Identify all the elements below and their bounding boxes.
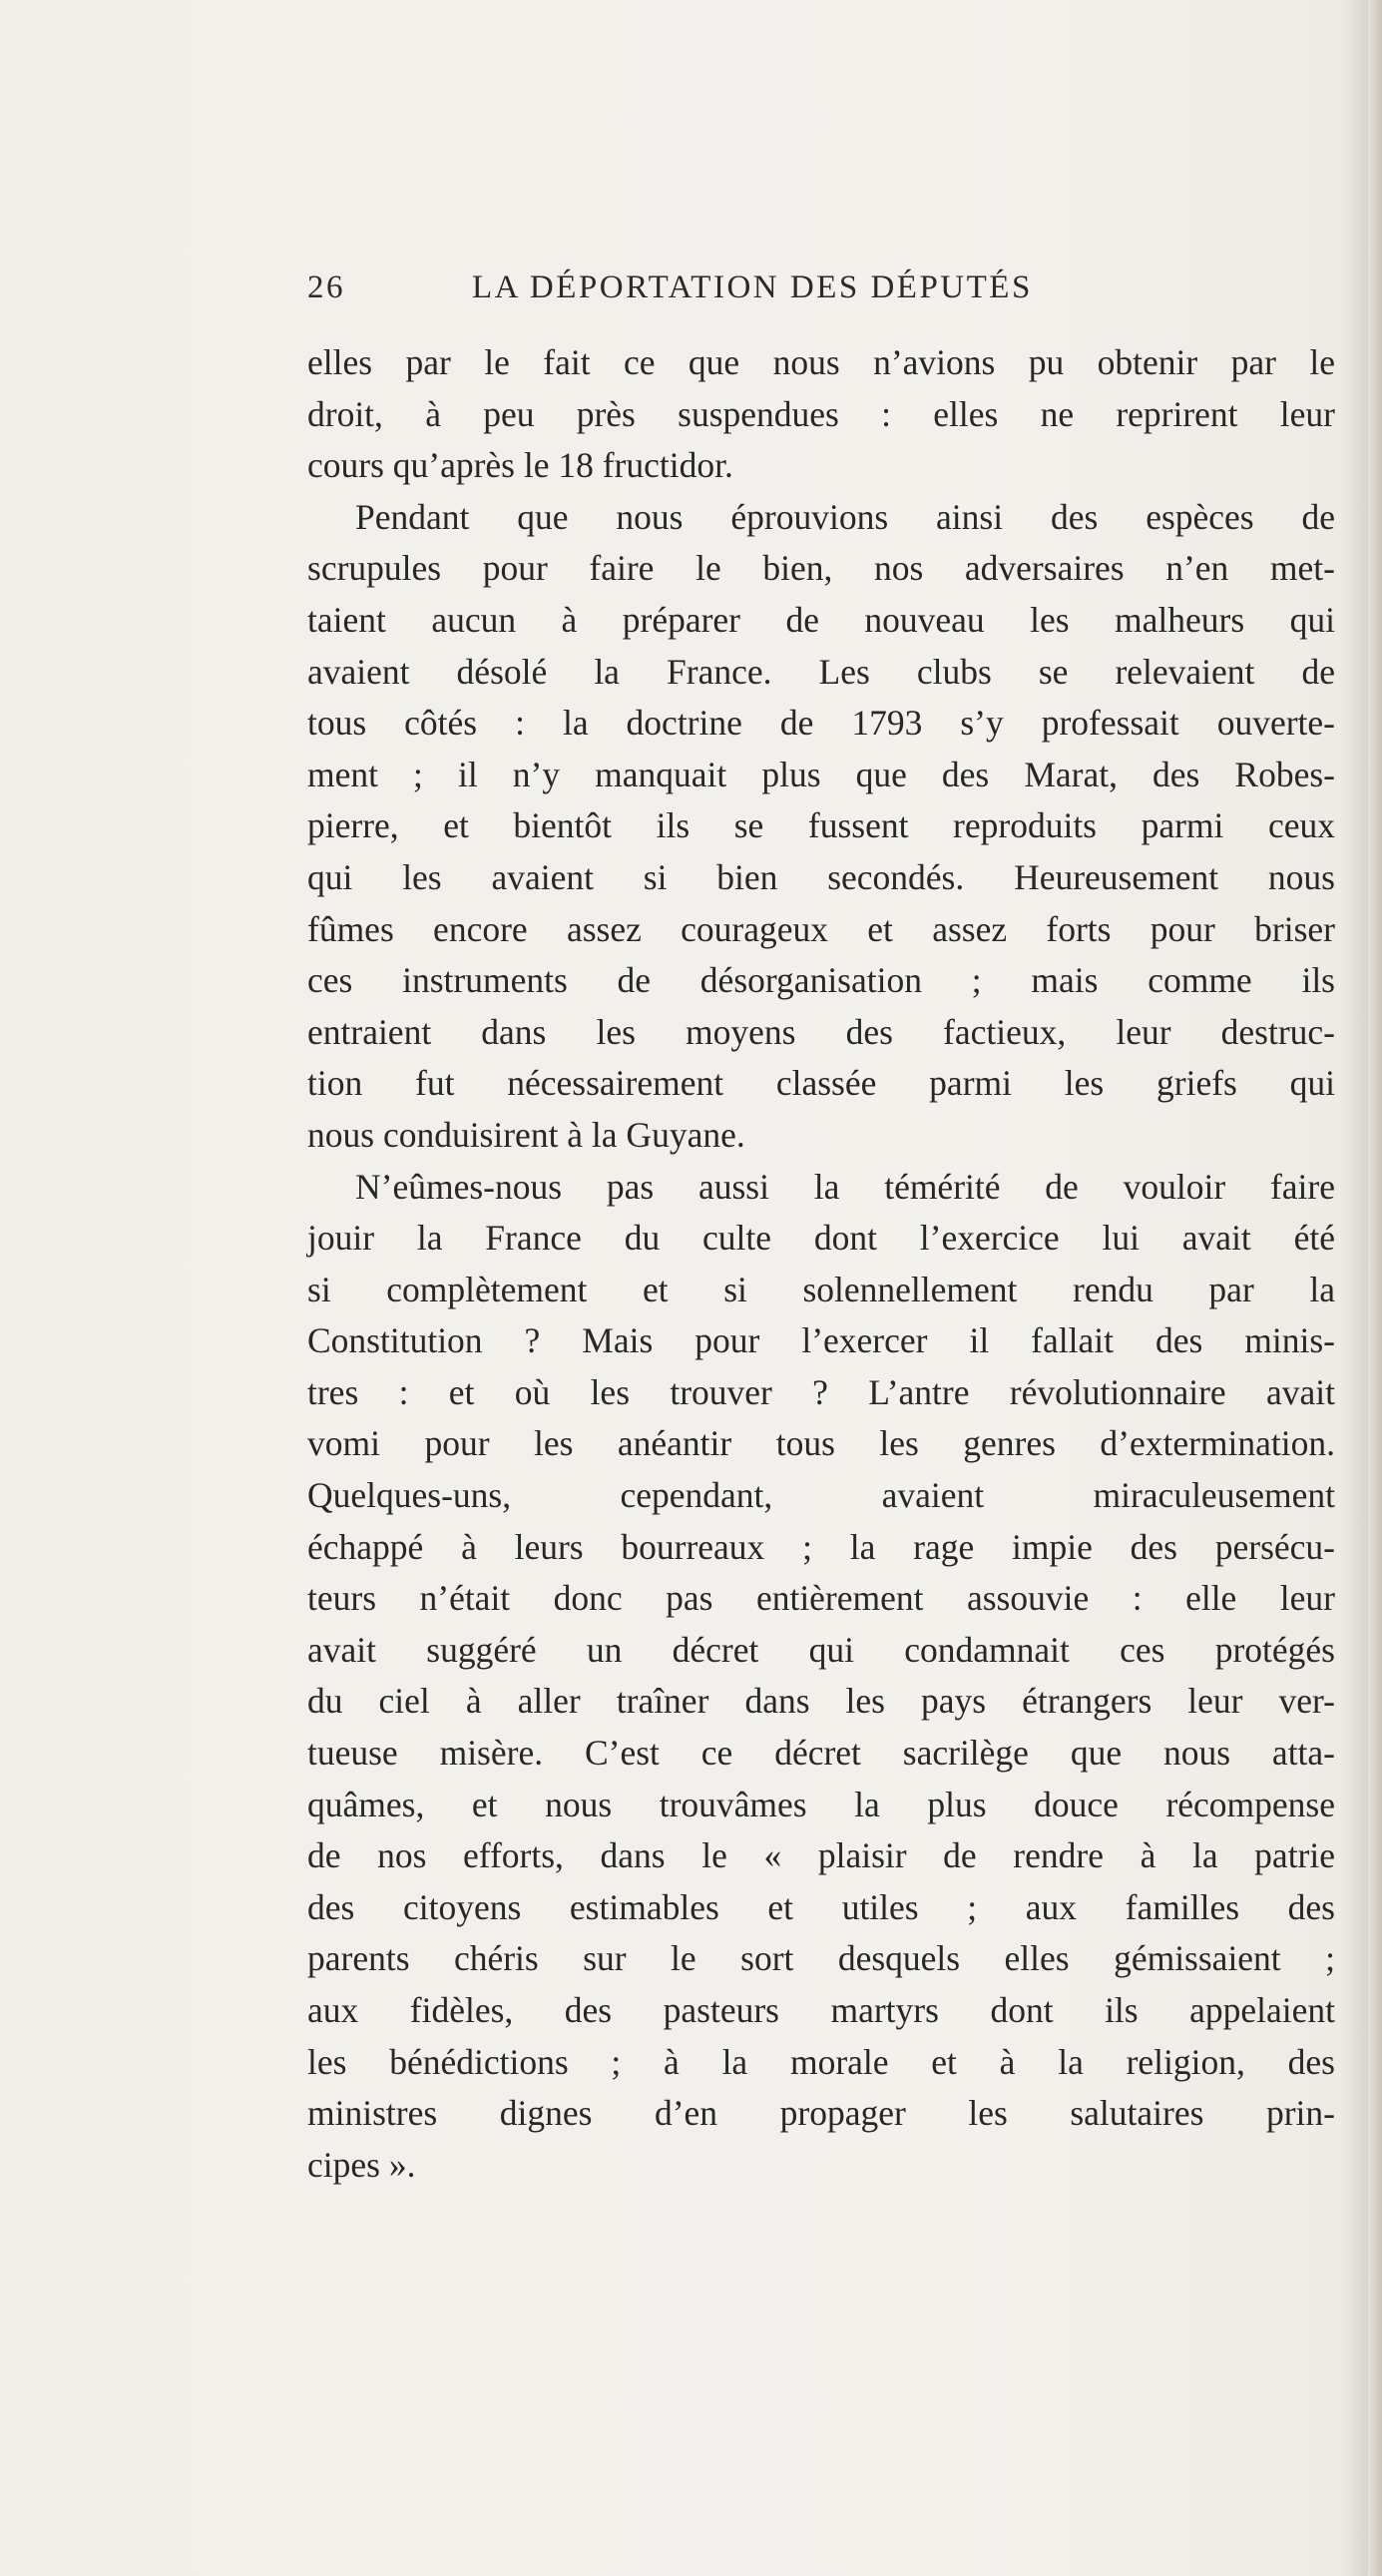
page-edge-shadow (1368, 0, 1382, 2576)
text-line: avaient désolé la France. Les clubs se relevaient de (307, 651, 1335, 692)
text-line: tres : et où les trouver ? L’antre révolutionnaire avait (307, 1371, 1335, 1412)
text-line: droit, à peu près suspendues : elles ne reprirent leur (307, 393, 1335, 434)
paragraph-2 (307, 492, 1335, 1162)
text-line: jouir la France du culte dont l’exercice lui avait été (307, 1218, 1335, 1259)
text-line: les bénédictions ; à la morale et à la religion, des (307, 2041, 1335, 2082)
text-line: tous côtés : la doctrine de 1793 s’y professait ouverte- (307, 703, 1335, 744)
text-line: de nos efforts, dans le « plaisir de rendre à la patrie (307, 1835, 1335, 1876)
text-line: ces instruments de désorganisation ; mais comme ils (307, 960, 1335, 1001)
text-line: parents chéris sur le sort desquels elles gémissaient ; (307, 1938, 1335, 1979)
text-line: ministres dignes d’en propager les salutaires prin- (307, 2093, 1335, 2134)
text-line: taient aucun à préparer de nouveau les malheurs qui (307, 599, 1335, 640)
paragraph-3 (307, 1162, 1335, 2192)
text-line: Constitution ? Mais pour l’exercer il fallait des minis- (307, 1320, 1335, 1361)
text-line: du ciel à aller traîner dans les pays étrangers leur ver- (307, 1681, 1335, 1722)
text-line: cours qu’après le 18 fructidor. (307, 445, 733, 486)
text-line: échappé à leurs bourreaux ; la rage impie des persécu- (307, 1526, 1335, 1567)
text-line: entraient dans les moyens des factieux, leur destruc- (307, 1011, 1335, 1052)
text-line: cipes ». (307, 2144, 416, 2185)
text-line: scrupules pour faire le bien, nos adversaires n’en met- (307, 548, 1335, 589)
text-line: quâmes, et nous trouvâmes la plus douce récompense (307, 1784, 1335, 1824)
running-head (307, 269, 1335, 319)
text-line: Pendant que nous éprouvions ainsi des espèces de (355, 496, 1335, 537)
text-line: si complètement et si solennellement rendu par la (307, 1269, 1335, 1309)
paragraph-1 (307, 337, 1335, 492)
text-line: N’eûmes-nous pas aussi la témérité de vouloir faire (355, 1166, 1335, 1207)
running-head-title: LA DÉPORTATION DES DÉPUTÉS (472, 269, 1033, 305)
text-line: vomi pour les anéantir tous les genres d’extermination. (307, 1423, 1335, 1464)
text-line: tion fut nécessairement classée parmi les griefs qui (307, 1063, 1335, 1104)
text-line: ment ; il n’y manquait plus que des Marat, des Robes- (307, 754, 1335, 794)
text-line: Quelques-uns, cependant, avaient miraculeusement (307, 1475, 1335, 1516)
text-line: qui les avaient si bien secondés. Heureusement nous (307, 856, 1335, 897)
text-line: fûmes encore assez courageux et assez forts pour briser (307, 908, 1335, 949)
text-line: teurs n’était donc pas entièrement assouvie : elle leur (307, 1578, 1335, 1619)
text-line: tueuse misère. C’est ce décret sacrilège que nous atta- (307, 1733, 1335, 1774)
text-line: nous conduisirent à la Guyane. (307, 1114, 745, 1155)
text-line: elles par le fait ce que nous n’avions pu obtenir par le (307, 342, 1335, 382)
body-text (307, 337, 1335, 2191)
text-line: pierre, et bientôt ils se fussent reproduits parmi ceux (307, 805, 1335, 846)
page-number: 26 (307, 269, 345, 305)
text-line: aux fidèles, des pasteurs martyrs dont ils appelaient (307, 1990, 1335, 2030)
text-line: des citoyens estimables et utiles ; aux familles des (307, 1886, 1335, 1927)
text-line: avait suggéré un décret qui condamnait ces protégés (307, 1629, 1335, 1670)
